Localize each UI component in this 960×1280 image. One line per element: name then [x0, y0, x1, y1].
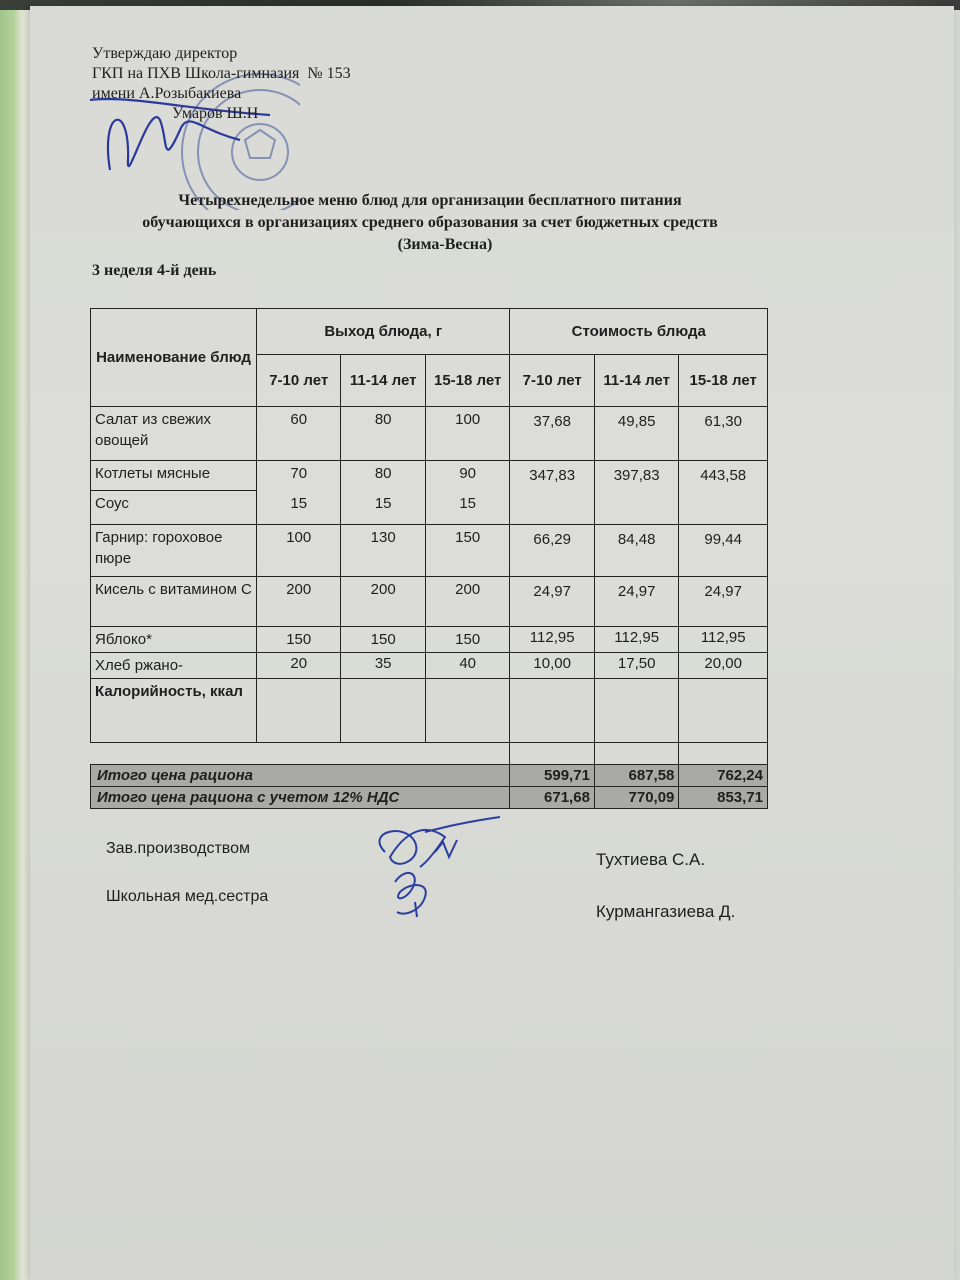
yield-cell: 150 [256, 627, 340, 653]
yield-cell: 200 [425, 577, 510, 627]
yield-cell [341, 679, 425, 743]
cost-cell: 397,83 [594, 461, 678, 525]
cost-cell: 61,30 [679, 407, 768, 461]
cost-cell: 347,83 [510, 461, 594, 525]
header-yield: Выход блюда, г [256, 309, 509, 355]
yield-cell [256, 679, 340, 743]
approval-line-1: Утверждаю директор [92, 45, 238, 62]
header-age: 11-14 лет [594, 355, 678, 407]
cost-cell: 49,85 [594, 407, 678, 461]
cost-cell [594, 679, 678, 743]
cost-cell [679, 679, 768, 743]
yield-cell: 150 [341, 627, 425, 653]
yield-cell: 60 [256, 407, 340, 461]
header-age: 7-10 лет [510, 355, 594, 407]
cost-cell: 99,44 [679, 525, 768, 577]
dish-name: Гарнир: гороховое пюре [91, 525, 257, 577]
cost-cell: 84,48 [594, 525, 678, 577]
total-label: Итого цена рациона [91, 765, 510, 787]
yield-cell: 200 [256, 577, 340, 627]
dish-name: Соус [91, 491, 257, 525]
header-cost: Стоимость блюда [510, 309, 768, 355]
cost-cell: 24,97 [679, 577, 768, 627]
cost-cell: 24,97 [510, 577, 594, 627]
role-school-nurse: Школьная мед.сестра [106, 888, 269, 905]
yield-cell: 20 [256, 653, 340, 679]
header-dish-name: Наименование блюд [91, 309, 257, 407]
dish-name: Калорийность, ккал [91, 679, 257, 743]
cost-cell: 112,95 [679, 627, 768, 653]
table-row [91, 461, 768, 491]
total-value: 762,24 [679, 765, 768, 787]
cost-cell: 17,50 [594, 653, 678, 679]
yield-cell: 200 [341, 577, 425, 627]
header-age: 7-10 лет [256, 355, 340, 407]
total-vat-label: Итого цена рациона с учетом 12% НДС [91, 787, 510, 809]
yield-cell: 150 [425, 525, 510, 577]
yield-cell: 35 [341, 653, 425, 679]
total-vat-row [91, 787, 768, 809]
dish-name: Котлеты мясные [91, 461, 257, 491]
total-row [91, 765, 768, 787]
yield-cell: 100 [425, 407, 510, 461]
name-school-nurse: Курмангазиева Д. [596, 902, 736, 921]
menu-table [90, 308, 768, 809]
total-vat-value: 671,68 [510, 787, 594, 809]
header-age: 15-18 лет [679, 355, 768, 407]
yield-cell [425, 679, 510, 743]
header-age: 15-18 лет [425, 355, 510, 407]
cost-cell: 112,95 [510, 627, 594, 653]
name-production-head: Тухтиева С.А. [596, 850, 706, 869]
week-day-label: 3 неделя 4-й день [92, 262, 217, 279]
dish-name: Салат из свежих овощей [91, 407, 257, 461]
dish-name: Кисель с витамином С [91, 577, 257, 627]
table-row-empty [91, 743, 768, 765]
cost-cell: 112,95 [594, 627, 678, 653]
role-production-head: Зав.производством [106, 840, 250, 857]
total-vat-value: 770,09 [594, 787, 678, 809]
approval-block [92, 44, 351, 124]
yield-cell: 15 [425, 491, 510, 525]
title-line-2: обучающихся в организациях среднего образования за счет бюджетных средств [142, 214, 718, 231]
cost-cell [510, 679, 594, 743]
table-row [91, 525, 768, 577]
yield-cell: 90 [425, 461, 510, 491]
cost-cell: 24,97 [594, 577, 678, 627]
table-row [91, 679, 768, 743]
yield-cell: 130 [341, 525, 425, 577]
total-value: 599,71 [510, 765, 594, 787]
yield-cell: 70 [256, 461, 340, 491]
yield-cell: 15 [341, 491, 425, 525]
document-title [60, 190, 800, 256]
dish-name: Хлеб ржано- [91, 653, 257, 679]
title-line-3: (Зима-Весна) [397, 236, 493, 253]
yield-cell: 40 [425, 653, 510, 679]
dish-name: Яблоко* [91, 627, 257, 653]
yield-cell: 100 [256, 525, 340, 577]
table-row [91, 653, 768, 679]
approval-line-2: ГКП на ПХВ Школа-гимназия № 153 [92, 65, 351, 82]
cost-cell: 37,68 [510, 407, 594, 461]
cost-cell: 443,58 [679, 461, 768, 525]
title-line-1: Четырехнедельное меню блюд для организации бесплатного питания [178, 192, 682, 209]
table-row [91, 627, 768, 653]
approval-line-3: имени А.Розыбакиева [92, 85, 242, 102]
total-value: 687,58 [594, 765, 678, 787]
cost-cell: 66,29 [510, 525, 594, 577]
yield-cell: 80 [341, 461, 425, 491]
table-row [91, 577, 768, 627]
total-vat-value: 853,71 [679, 787, 768, 809]
header-age: 11-14 лет [341, 355, 425, 407]
yield-cell: 150 [425, 627, 510, 653]
cost-cell: 20,00 [679, 653, 768, 679]
approval-line-4: Умаров Ш.Н [172, 105, 259, 122]
table-row [91, 407, 768, 461]
signature-school-nurse [385, 862, 445, 922]
cost-cell: 10,00 [510, 653, 594, 679]
yield-cell: 15 [256, 491, 340, 525]
yield-cell: 80 [341, 407, 425, 461]
